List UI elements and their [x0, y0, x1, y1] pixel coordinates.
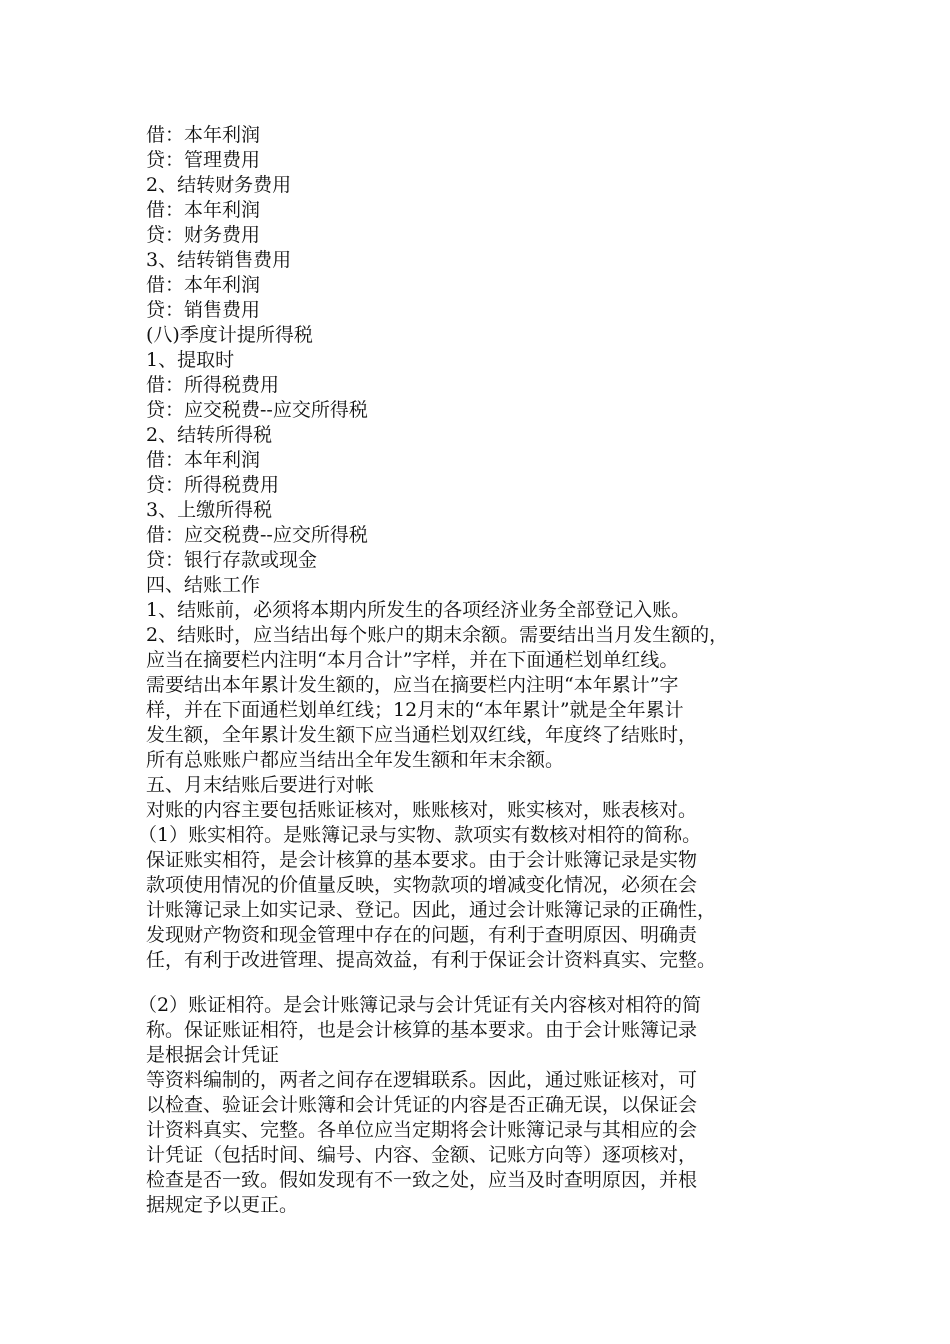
- text-line: 样，并在下面通栏划单红线；12月末的“本年累计”就是全年累计: [146, 699, 684, 721]
- text-line: 称。保证账证相符，也是会计核算的基本要求。由于会计账簿记录: [146, 1019, 698, 1041]
- text-line: 以检查、验证会计账簿和会计凭证的内容是否正确无误，以保证会: [146, 1094, 698, 1116]
- text-line: 是根据会计凭证: [146, 1044, 280, 1066]
- text-line: 1、结账前，必须将本期内所发生的各项经济业务全部登记入账。: [146, 599, 691, 621]
- text-line: 3、上缴所得税: [146, 499, 273, 521]
- text-line: 贷：管理费用: [146, 149, 261, 171]
- text-line: 借：应交税费--应交所得税: [146, 524, 368, 546]
- text-line: 计资料真实、完整。各单位应当定期将会计账簿记录与其相应的会: [146, 1119, 698, 1141]
- text-line: 借：本年利润: [146, 449, 261, 471]
- section-heading: (八)季度计提所得税: [146, 324, 313, 346]
- text-line: 贷：财务费用: [146, 224, 261, 246]
- text-line: 计凭证（包括时间、编号、内容、金额、记账方向等）逐项核对，: [146, 1144, 698, 1166]
- document-body: [138, 123, 826, 1218]
- text-line: 2、结转财务费用: [146, 174, 292, 196]
- text-line: 借：本年利润: [146, 124, 261, 146]
- text-line: 发生额，全年累计发生额下应当通栏划双红线，年度终了结账时，: [146, 724, 698, 746]
- text-line: 需要结出本年累计发生额的，应当在摘要栏内注明“本年累计”字: [146, 674, 679, 696]
- text-line: 据规定予以更正。: [146, 1194, 299, 1216]
- text-line: 发现财产物资和现金管理中存在的问题，有利于查明原因、明确责: [146, 924, 698, 946]
- text-line: 任，有利于改进管理、提高效益，有利于保证会计资料真实、完整。: [146, 949, 717, 971]
- text-line: 贷：银行存款或现金: [146, 549, 318, 571]
- text-line: 应当在摘要栏内注明“本月合计”字样，并在下面通栏划单红线。: [146, 649, 679, 671]
- text-line: 款项使用情况的价值量反映，实物款项的增减变化情况，必须在会: [146, 874, 698, 896]
- text-line: 贷：应交税费--应交所得税: [146, 399, 368, 421]
- text-line: 借：所得税费用: [146, 374, 280, 396]
- text-line: 计账簿记录上如实记录、登记。因此，通过会计账簿记录的正确性，: [146, 899, 717, 921]
- text-line: 贷：销售费用: [146, 299, 261, 321]
- text-line: 对账的内容主要包括账证核对，账账核对，账实核对，账表核对。: [146, 799, 698, 821]
- text-line: 检查是否一致。假如发现有不一致之处，应当及时查明原因，并根: [146, 1169, 698, 1191]
- text-line: 2、结账时，应当结出每个账户的期末余额。需要结出当月发生额的，: [146, 624, 729, 646]
- text-line: 借：本年利润: [146, 274, 261, 296]
- text-line: 1、提取时: [146, 349, 235, 371]
- text-line: 所有总账账户都应当结出全年发生额和年末余额。: [146, 749, 565, 771]
- text-line: 借：本年利润: [146, 199, 261, 221]
- text-line: （1）账实相符。是账簿记录与实物、款项实有数核对相符的简称。: [138, 824, 702, 846]
- text-line: （2）账证相符。是会计账簿记录与会计凭证有关内容核对相符的简: [138, 994, 702, 1016]
- text-line: 保证账实相符，是会计核算的基本要求。由于会计账簿记录是实物: [146, 849, 698, 871]
- text-line: 2、结转所得税: [146, 424, 273, 446]
- text-line: 3、结转销售费用: [146, 249, 292, 271]
- text-line: 贷：所得税费用: [146, 474, 280, 496]
- section-heading: 四、结账工作: [146, 574, 261, 596]
- paragraph-gap: [146, 973, 826, 993]
- section-heading: 五、月末结账后要进行对帐: [146, 774, 375, 796]
- text-line: 等资料编制的，两者之间存在逻辑联系。因此，通过账证核对，可: [146, 1069, 698, 1091]
